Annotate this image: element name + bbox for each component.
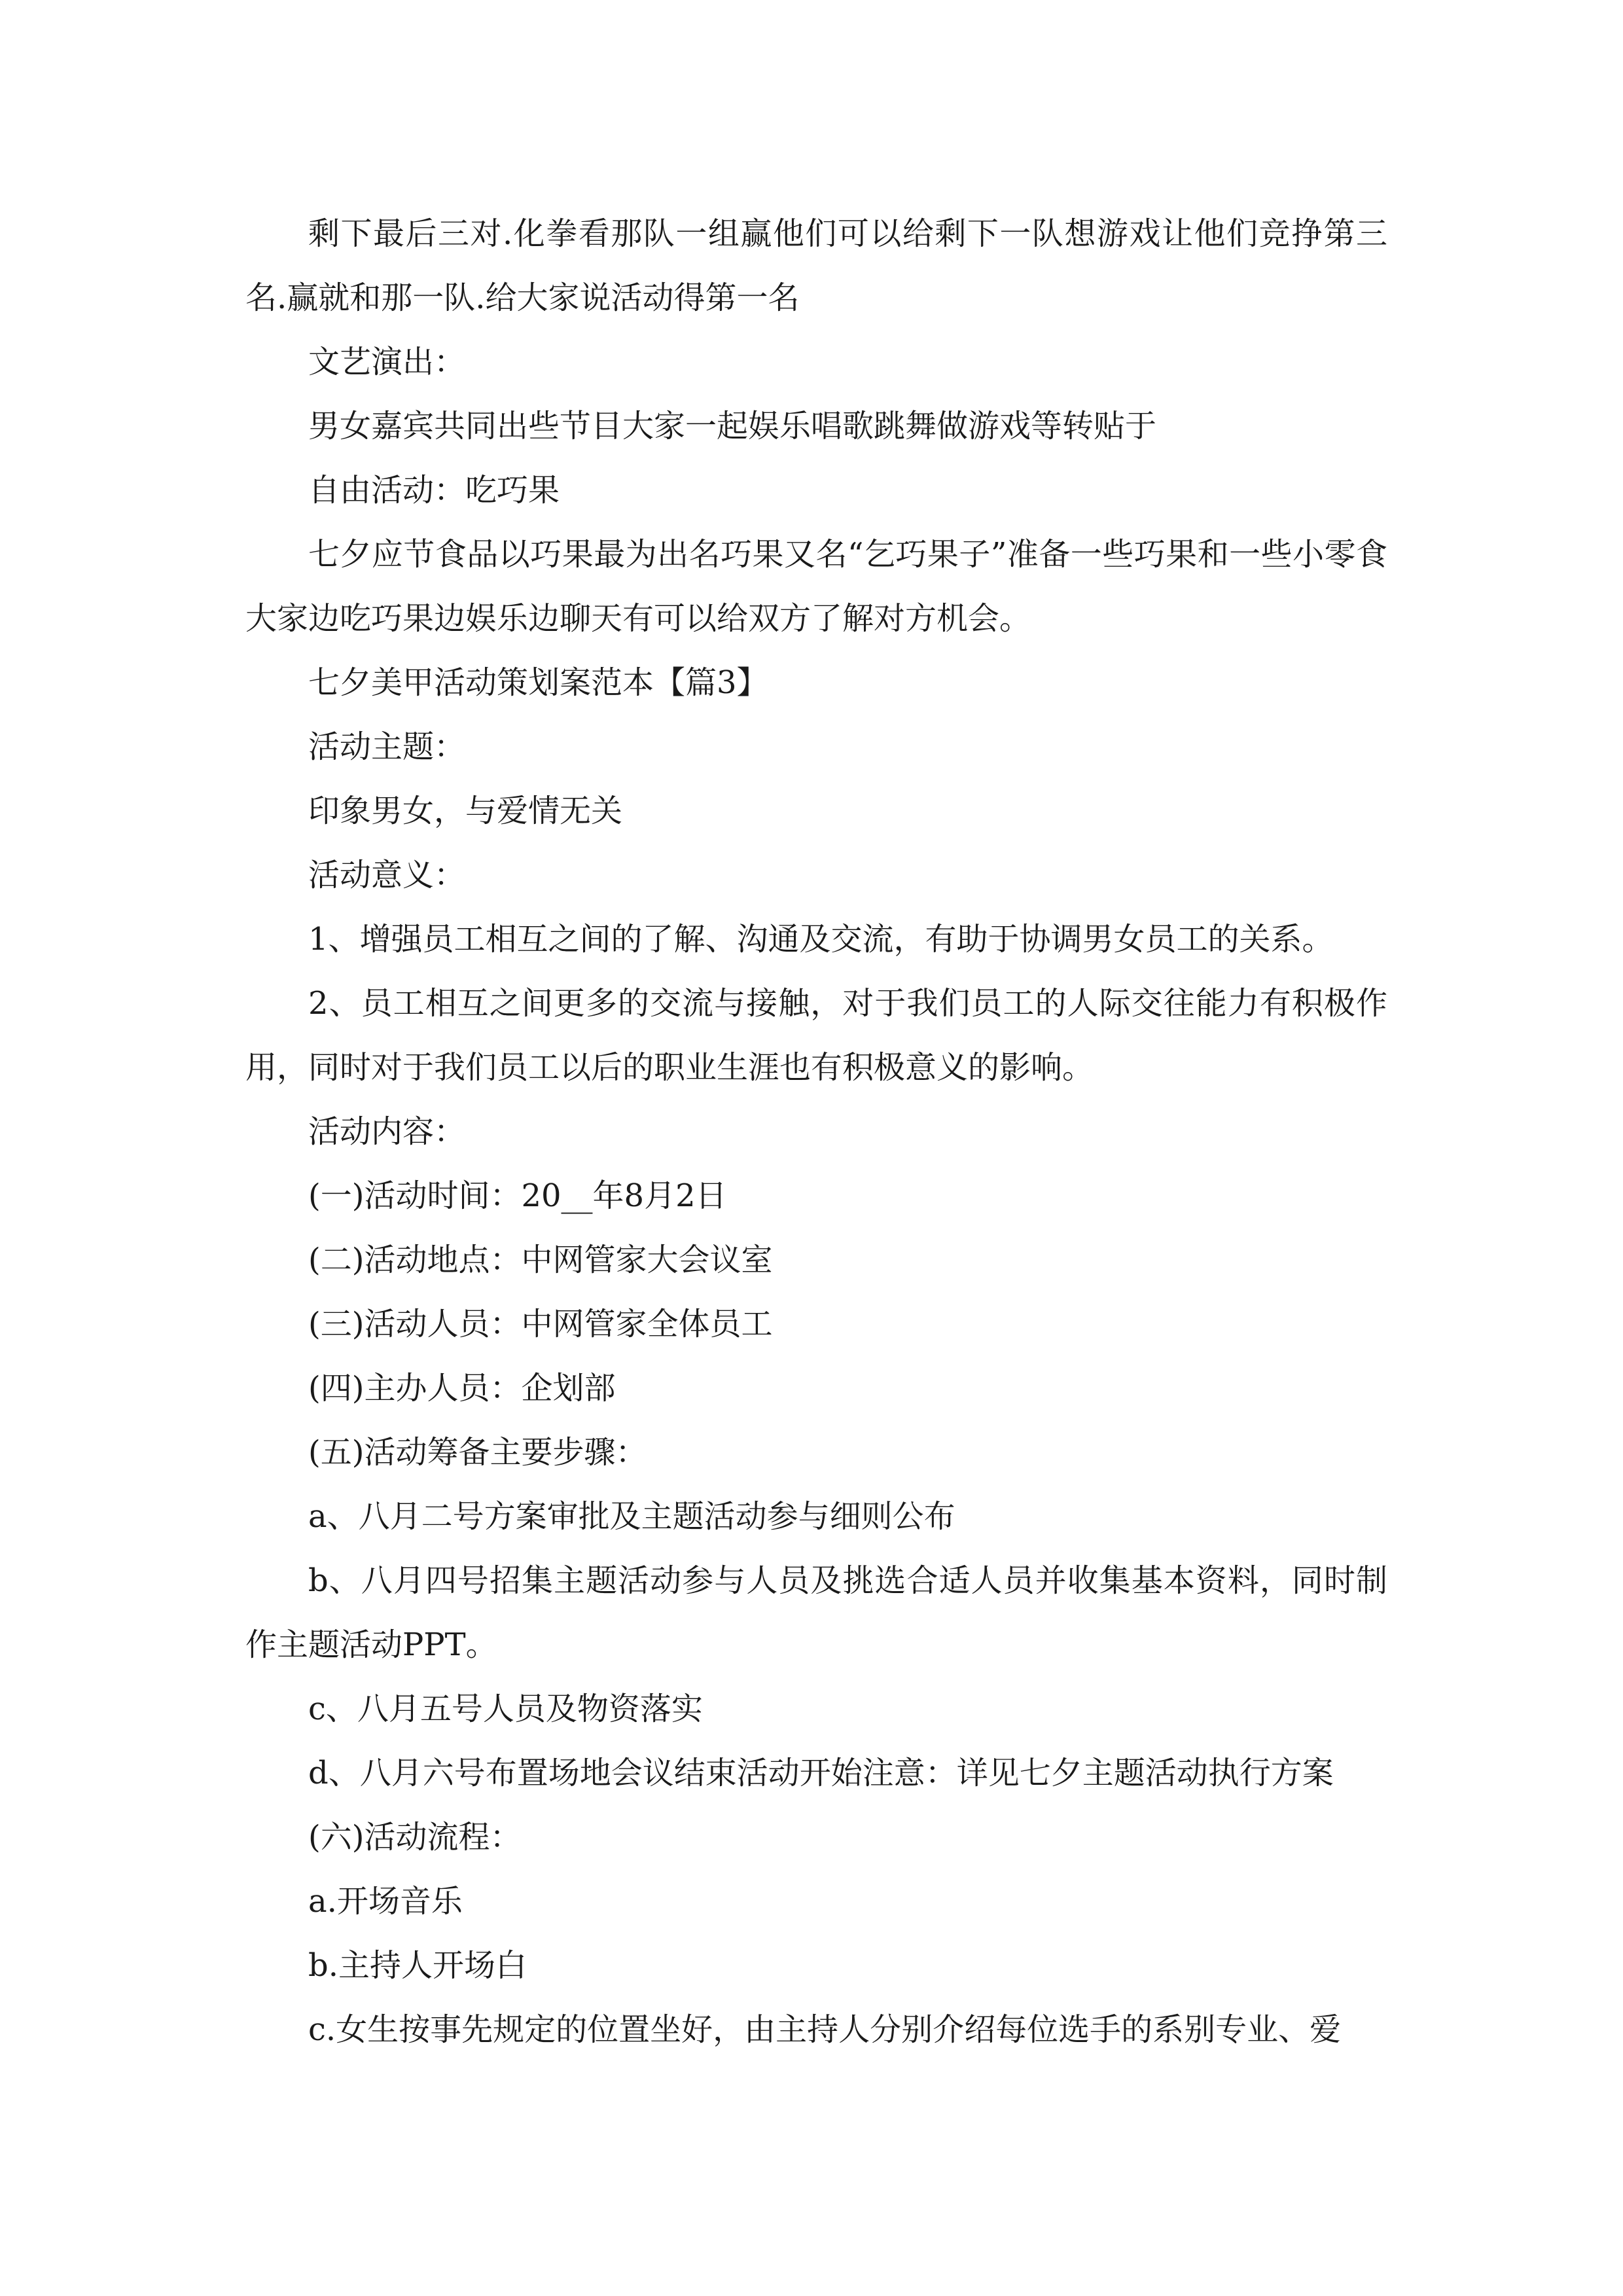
paragraph: 剩下最后三对.化拳看那队一组赢他们可以给剩下一队想游戏让他们竞挣第三名.赢就和那一队.给大家说活动得第一名 (245, 215, 1387, 316)
list-item: c.女生按事先规定的位置坐好，由主持人分别介绍每位选手的系别专业、爱 (308, 2011, 1342, 2048)
section-label: 活动意义： (308, 857, 466, 893)
paragraph: 男女嘉宾共同出些节目大家一起娱乐唱歌跳舞做游戏等转贴于 (308, 408, 1157, 444)
list-item: (一)活动时间：20__年8月2日 (308, 1177, 727, 1214)
paragraph: 印象男女，与爱情无关 (308, 793, 623, 829)
list-item: b、八月四号招集主题活动参与人员及挑选合适人员并收集基本资料，同时制作主题活动PPT。 (245, 1562, 1387, 1663)
list-item: b.主持人开场白 (308, 1947, 527, 1984)
list-item: a.开场音乐 (308, 1883, 463, 1920)
list-item: d、八月六号布置场地会议结束活动开始注意：详见七夕主题活动执行方案 (308, 1755, 1334, 1791)
document-body (245, 202, 1387, 2062)
list-item: 1、增强员工相互之间的了解、沟通及交流，有助于协调男女员工的关系。 (308, 921, 1334, 958)
section-label: 活动主题： (308, 728, 466, 765)
list-item: 2、员工相互之间更多的交流与接触，对于我们员工的人际交往能力有积极作用，同时对于我们员工以后的职业生涯也有积极意义的影响。 (245, 985, 1387, 1086)
list-item: (六)活动流程： (308, 1819, 522, 1856)
list-item: (四)主办人员：企划部 (308, 1370, 616, 1407)
section-label: 文艺演出： (308, 344, 466, 380)
section-heading: 七夕美甲活动策划案范本【篇3】 (308, 664, 768, 701)
list-item: (二)活动地点：中网管家大会议室 (308, 1242, 773, 1278)
list-item: (五)活动筹备主要步骤： (308, 1434, 647, 1471)
list-item: (三)活动人员：中网管家全体员工 (308, 1306, 773, 1342)
list-item: a、八月二号方案审批及主题活动参与细则公布 (308, 1498, 955, 1535)
list-item: c、八月五号人员及物资落实 (308, 1691, 703, 1727)
section-label: 自由活动：吃巧果 (308, 472, 560, 509)
paragraph: 七夕应节食品以巧果最为出名巧果又名“乞巧果子”准备一些巧果和一些小零食大家边吃巧果边娱乐边聊天有可以给双方了解对方机会。 (245, 536, 1387, 637)
section-label: 活动内容： (308, 1113, 466, 1150)
